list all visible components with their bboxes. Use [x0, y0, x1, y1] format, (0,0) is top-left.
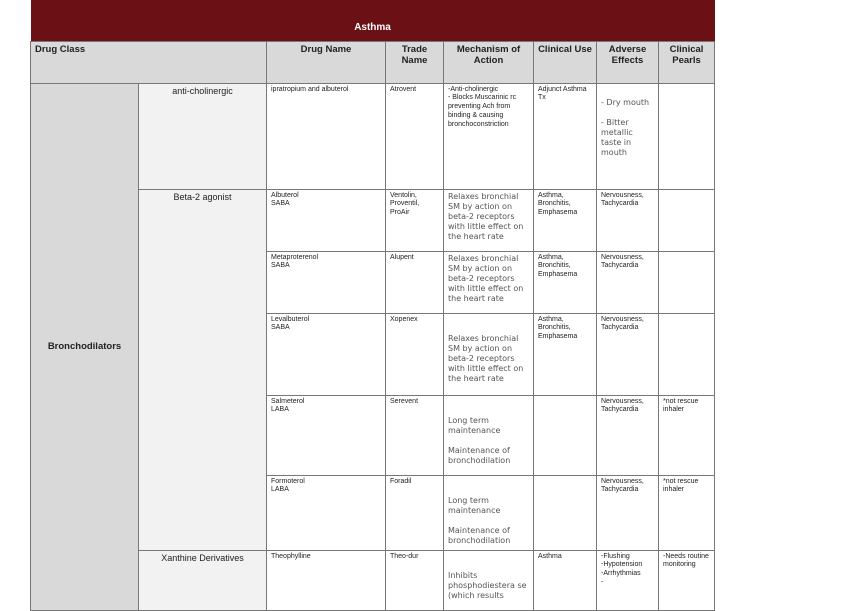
drug-name-cell-line: SABA	[271, 200, 290, 208]
table-title: Asthma	[31, 0, 715, 41]
trade-name-cell	[386, 475, 444, 550]
drug-class-bronchodilators: Bronchodilators	[31, 83, 139, 610]
drug-subclass: Xanthine Derivatives	[139, 550, 267, 610]
header-clinical-use: Clinical Use	[534, 41, 597, 83]
clinical-pearls-cell-line: *not rescue inhaler	[663, 397, 699, 414]
mechanism-cell-line: Relaxes bronchial SM by action on beta-2 receptors with little effect on the heart rate	[448, 191, 524, 241]
table-row	[31, 83, 715, 189]
mechanism-cell	[444, 251, 534, 313]
trade-name-cell-line: Proventil,	[390, 200, 420, 208]
adverse-effects-cell	[597, 395, 659, 475]
asthma-table-container	[30, 0, 714, 611]
clinical-use-cell-line: Asthma,	[538, 253, 564, 261]
clinical-pearls-cell	[659, 313, 715, 395]
mechanism-cell-line: Long term maintenance	[448, 415, 501, 435]
drug-name-cell-line: Levalbuterol	[271, 315, 310, 323]
clinical-use-cell-line: Asthma,	[538, 191, 564, 199]
clinical-pearls-cell	[659, 251, 715, 313]
drug-name-cell	[267, 189, 386, 251]
drug-name-cell	[267, 251, 386, 313]
adverse-effects-cell	[597, 83, 659, 189]
adverse-effects-cell	[597, 313, 659, 395]
adverse-effects-cell	[597, 189, 659, 251]
drug-name-cell-line: Salmeterol	[271, 397, 305, 405]
clinical-use-cell	[534, 189, 597, 251]
clinical-use-cell-line: Bronchitis,	[538, 200, 571, 208]
mechanism-cell-line: Maintenance of bronchodilation	[448, 525, 511, 545]
trade-name-cell	[386, 189, 444, 251]
drug-name-cell-line: Theophylline	[271, 552, 311, 560]
header-clinical-pearls: Clinical Pearls	[659, 41, 715, 83]
mechanism-cell-line: Maintenance of bronchodilation	[448, 445, 511, 465]
mechanism-cell	[444, 395, 534, 475]
clinical-use-cell-line: Emphasema	[538, 333, 578, 340]
trade-name-cell	[386, 550, 444, 610]
mechanism-cell	[444, 83, 534, 189]
trade-name-cell-line: ProAir	[390, 209, 410, 216]
clinical-use-cell	[534, 313, 597, 395]
adverse-effects-cell-line: - Bitter metallic taste in mouth	[601, 117, 633, 157]
adverse-effects-cell	[597, 251, 659, 313]
adverse-effects-cell-line: -Hypotension	[601, 561, 643, 569]
trade-name-cell-line: Foradil	[390, 477, 412, 485]
adverse-effects-cell-line: Nervousness,	[601, 315, 644, 323]
mechanism-cell-line: Relaxes bronchial SM by action on beta-2 receptors with little effect on the heart rate	[448, 253, 524, 303]
header-trade-name: Trade Name	[386, 41, 444, 83]
mechanism-cell	[444, 550, 534, 610]
adverse-effects-cell-line: -Flushing	[601, 552, 630, 560]
drug-name-cell-line: Formoterol	[271, 477, 305, 485]
trade-name-cell	[386, 251, 444, 313]
adverse-effects-cell-line: Tachycardia	[601, 406, 639, 414]
drug-name-cell-line: Albuterol	[271, 191, 299, 199]
clinical-use-cell	[534, 475, 597, 550]
clinical-use-cell-line: Asthma,	[538, 315, 564, 323]
clinical-pearls-cell	[659, 83, 715, 189]
clinical-use-cell-line: Adjunct Asthma Tx	[538, 85, 587, 102]
mechanism-cell-line: bronchoconstriction	[448, 120, 509, 128]
drug-name-cell	[267, 475, 386, 550]
header-adverse-effects: Adverse Effects	[597, 41, 659, 83]
adverse-effects-cell-line: -Arrhythmias	[601, 570, 641, 577]
clinical-use-cell	[534, 251, 597, 313]
drug-name-cell-line: ipratropium and albuterol	[271, 85, 349, 93]
clinical-pearls-cell	[659, 189, 715, 251]
clinical-use-cell	[534, 395, 597, 475]
clinical-use-cell-line: Emphasema	[538, 271, 578, 278]
trade-name-cell-line: Theo-dur	[390, 552, 419, 560]
trade-name-cell-line: Atrovent	[390, 85, 417, 93]
clinical-pearls-cell	[659, 395, 715, 475]
mechanism-cell-line: - Blocks Muscarinic rc preventing Ach from binding & causing	[448, 94, 517, 119]
adverse-effects-cell-line: Tachycardia	[601, 486, 639, 494]
mechanism-cell	[444, 313, 534, 395]
clinical-pearls-cell	[659, 550, 715, 610]
mechanism-cell-line: Relaxes bronchial SM by action on beta-2 receptors with little effect on the heart rate	[448, 333, 524, 383]
trade-name-cell-line: Ventolin,	[390, 191, 417, 199]
clinical-pearls-cell	[659, 475, 715, 550]
drug-name-cell-line: LABA	[271, 406, 289, 414]
drug-name-cell	[267, 395, 386, 475]
adverse-effects-cell-line: Tachycardia	[601, 324, 639, 332]
adverse-effects-cell-line: Nervousness,	[601, 397, 644, 405]
clinical-use-cell-line: Asthma	[538, 552, 562, 560]
clinical-pearls-cell-line: *not rescue inhaler	[663, 477, 699, 494]
adverse-effects-cell-line: - Dry mouth	[601, 97, 650, 107]
drug-name-cell-line: SABA	[271, 324, 290, 332]
mechanism-cell-line: -Anti-cholinergic	[448, 85, 499, 93]
clinical-use-cell	[534, 83, 597, 189]
clinical-use-cell-line: Emphasema	[538, 209, 578, 216]
mechanism-cell	[444, 189, 534, 251]
adverse-effects-cell-line: -	[601, 578, 604, 586]
drug-subclass: anti-cholinergic	[139, 83, 267, 189]
adverse-effects-cell-line: Nervousness,	[601, 253, 644, 261]
drug-name-cell-line: LABA	[271, 486, 289, 494]
header-mechanism: Mechanism of Action	[444, 41, 534, 83]
trade-name-cell	[386, 313, 444, 395]
adverse-effects-cell-line: Nervousness,	[601, 477, 644, 485]
asthma-drug-table	[30, 0, 715, 611]
mechanism-cell-line: Long term maintenance	[448, 495, 501, 515]
trade-name-cell	[386, 83, 444, 189]
adverse-effects-cell-line: Tachycardia	[601, 262, 639, 270]
drug-subclass: Beta-2 agonist	[139, 189, 267, 550]
adverse-effects-cell	[597, 550, 659, 610]
clinical-pearls-cell-line: -Needs routine monitoring	[663, 552, 709, 569]
clinical-use-cell	[534, 550, 597, 610]
adverse-effects-cell-line: Nervousness,	[601, 191, 644, 199]
header-drug-name: Drug Name	[267, 41, 386, 83]
header-drug-class: Drug Class	[31, 41, 267, 83]
adverse-effects-cell-line: Tachycardia	[601, 200, 639, 208]
drug-name-cell	[267, 313, 386, 395]
clinical-use-cell-line: Bronchitis,	[538, 324, 571, 332]
trade-name-cell-line: Xopenex	[390, 315, 418, 323]
trade-name-cell-line: Serevent	[390, 397, 419, 405]
drug-name-cell-line: SABA	[271, 262, 290, 270]
mechanism-cell-line: Inhibits phosphodiestera se (which results	[448, 570, 527, 600]
drug-name-cell	[267, 83, 386, 189]
mechanism-cell	[444, 475, 534, 550]
drug-name-cell-line: Metaproterenol	[271, 253, 319, 261]
clinical-use-cell-line: Bronchitis,	[538, 262, 571, 270]
trade-name-cell	[386, 395, 444, 475]
adverse-effects-cell	[597, 475, 659, 550]
drug-name-cell	[267, 550, 386, 610]
trade-name-cell-line: Alupent	[390, 253, 414, 261]
